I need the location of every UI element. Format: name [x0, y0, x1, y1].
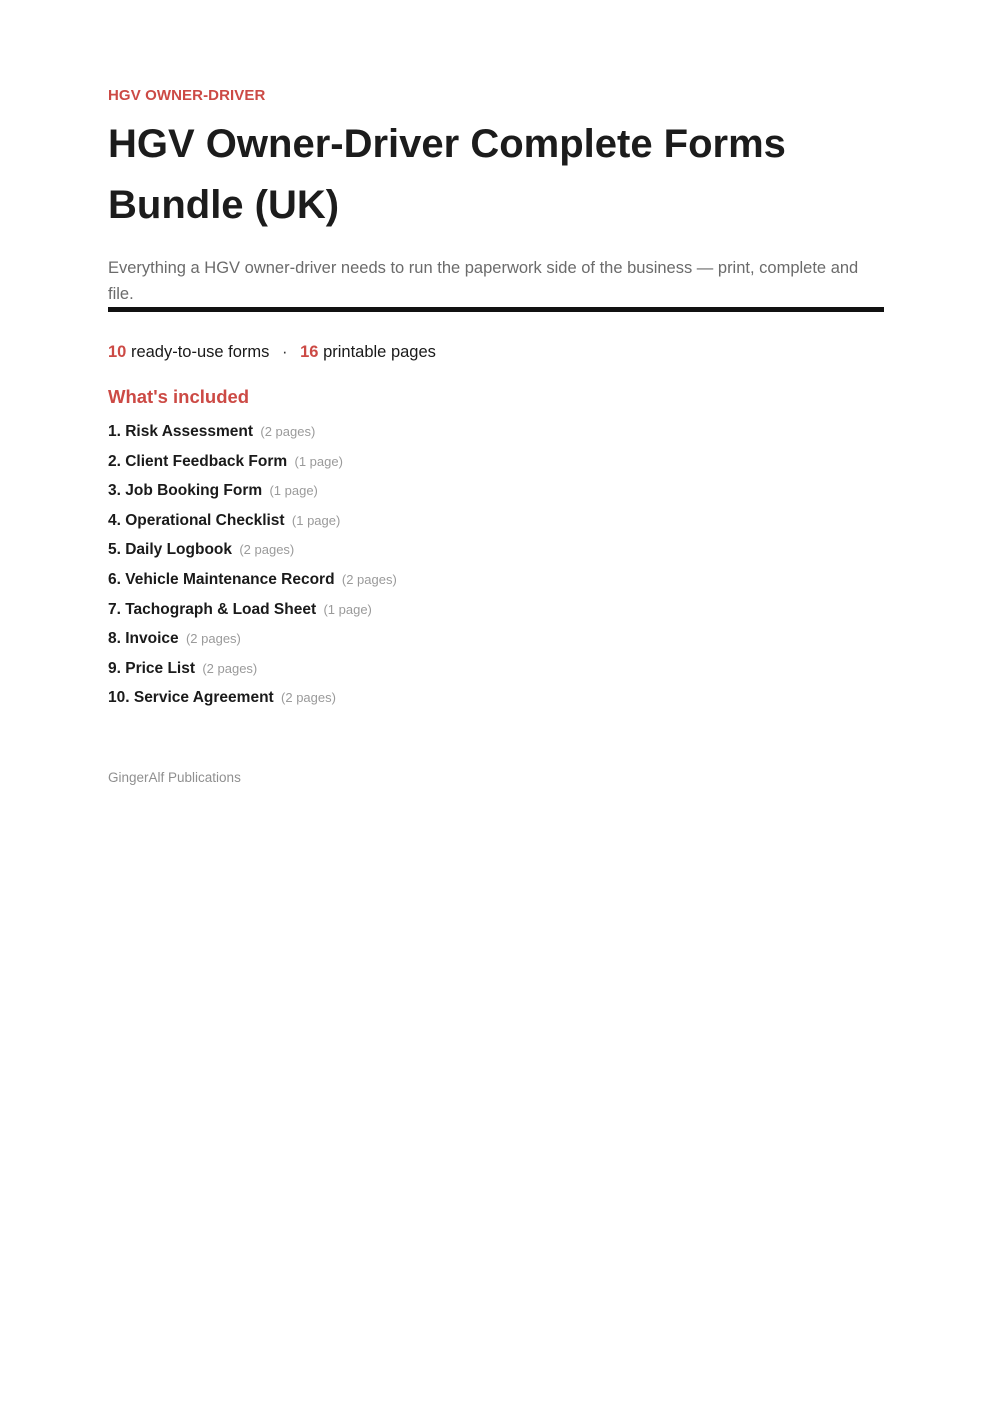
pages-label: printable pages [323, 343, 436, 361]
list-item [108, 628, 884, 658]
document-page [108, 86, 884, 717]
list-item [108, 687, 884, 717]
form-name: 2. Client Feedback Form [108, 452, 288, 470]
form-page-count: (2 pages) [281, 690, 336, 706]
category-label: HGV OWNER-DRIVER [108, 87, 266, 104]
list-item [108, 451, 884, 481]
form-name: 8. Invoice [108, 630, 179, 648]
form-name: 9. Price List [108, 659, 196, 677]
list-item [108, 569, 884, 599]
forms-count: 10 [108, 343, 127, 361]
list-item [108, 421, 884, 451]
form-page-count: (2 pages) [341, 571, 397, 587]
list-item [108, 658, 884, 688]
list-item [108, 480, 884, 510]
form-name: 10. Service Agreement [108, 689, 274, 707]
list-item [108, 510, 884, 540]
form-name: 4. Operational Checklist [108, 511, 285, 529]
form-name: 6. Vehicle Maintenance Record [108, 570, 335, 588]
list-item [108, 539, 884, 569]
form-name: 3. Job Booking Form [108, 482, 263, 500]
header-divider [108, 307, 884, 312]
form-page-count: (2 pages) [260, 424, 316, 439]
forms-label: ready-to-use forms [130, 343, 270, 361]
publisher-footer: GingerAlf Publications [108, 770, 241, 785]
form-list [108, 421, 884, 717]
form-page-count: (1 page) [323, 601, 372, 617]
page-subtitle: Everything a HGV owner-driver needs to run the paperwork side of the business — print, complete and file. [108, 259, 859, 303]
form-page-count: (2 pages) [239, 542, 295, 558]
form-name: 1. Risk Assessment [108, 423, 254, 440]
included-heading: What's included [108, 386, 250, 407]
form-page-count: (2 pages) [185, 631, 241, 647]
page-title: HGV Owner-Driver Complete Forms Bundle (UK) [108, 122, 786, 227]
form-page-count: (2 pages) [202, 660, 258, 676]
bundle-stats [108, 340, 884, 364]
form-page-count: (1 page) [269, 483, 318, 499]
pages-count: 16 [300, 343, 319, 361]
form-name: 5. Daily Logbook [108, 541, 233, 559]
form-page-count: (1 page) [294, 453, 343, 469]
list-item [108, 599, 884, 629]
form-name: 7. Tachograph & Load Sheet [108, 600, 317, 618]
stats-separator: · [282, 343, 288, 361]
form-page-count: (1 page) [291, 512, 341, 528]
